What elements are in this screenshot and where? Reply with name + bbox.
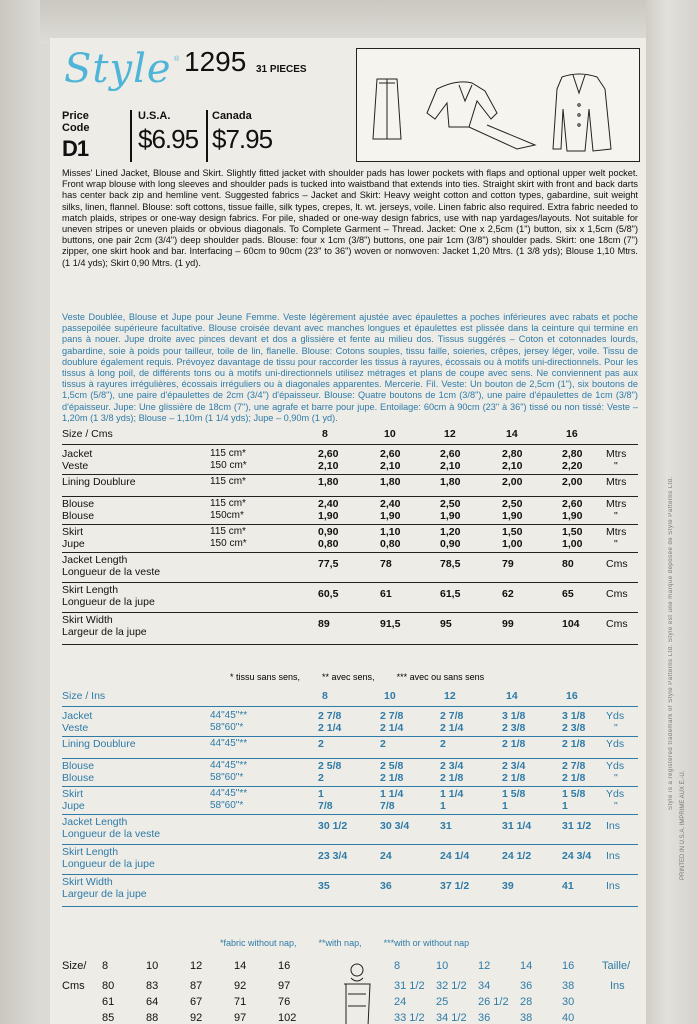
size-header-10: 10 [384,690,396,702]
yardage-value: 1 [502,800,508,812]
body-size: 10 [146,960,159,972]
unit-label: " [614,538,618,550]
yardage-value: 1 1/4 [380,788,404,800]
yardage-value: 0,80 [380,538,401,550]
yardage-value: 1 5/8 [562,788,586,800]
table-row [62,736,638,759]
body-measure: 38 [520,1012,533,1024]
footnote-item: ***with or without nap [383,938,470,948]
body-measure: 88 [146,1012,159,1024]
yardage-value: 2 3/8 [502,722,526,734]
yardage-value: 39 [502,880,514,892]
yardage-value: 104 [562,618,580,630]
yardage-value: 2,20 [562,460,583,472]
body-measure: 38 [562,980,575,992]
body-measure: 25 [436,996,449,1008]
yardage-value: 2,10 [440,460,461,472]
description-english: Misses' Lined Jacket, Blouse and Skirt. Slightly fitted jacket with shoulder pads has lower pockets with flaps and optional upper welt pocket. Front wrap blouse with long sleeves and shoulder pads is tucked into waistband that extends into ties. Straight skirt with front and back darts has center back zip and hemline vent. Suggested fabrics – Jacket and Skirt: Heavy weight cotton and cotton types, gabardine, suit weight silks, linen, flannel. Blouse: soft cottons, tissue faille, silk types, crepes, lt. wt. jerseys, voile. Linen fabric also required. Extra fabric needed to match plaids, stripes or one-way design fabrics. For pile, shaded or one-way design fabrics, use with nap yardages/layouts. Not suitable for uneven stripes or uneven plaids or obvious diagonals. To Complete Garment – Thread. Jacket: One x 2,5cm (1") button, six x 1,5cm (5/8") buttons, one pair 2cm (3/4") deep shoulder pads. Blouse: four x 1cm (3/8") buttons, one pair 1cm (3/8") shoulder pads. Skirt: one 18cm (7") zipper, one skirt hook and bar. Interfacing – 60cm to 90cm (23" to 36") woven or nonwoven: Jacket 1,20 Mtrs. (1 3/8 yds); Blouse 1,10 Mtrs. (1 1/4 yds); Skirt 0,90 Mtrs. (1 yd). [62,168,638,268]
yardage-value: 2,10 [502,460,523,472]
body-figure-icon [334,960,380,1024]
usa-label: U.S.A. [138,110,171,122]
fabric-width: 44"45"** [210,760,248,771]
yardage-value: 2 1/4 [380,722,404,734]
row-label-fr: Jupe [62,538,85,550]
body-measure: 71 [234,996,247,1008]
row-label: Jacket [62,448,93,460]
footnote-item: *** avec ou sans sens [396,672,485,682]
unit-label: " [614,722,618,734]
yardage-value: 3 1/8 [502,710,526,722]
body-size: 14 [234,960,247,972]
row-label: Jacket Length [62,554,128,566]
size-header-8: 8 [322,690,328,702]
table-row [62,474,638,497]
row-label: Skirt Length [62,846,119,858]
yardage-value: 2 7/8 [318,710,342,722]
yardage-value: 79 [502,558,514,570]
yardage-value: 1,50 [562,526,583,538]
canada-price: $7.95 [212,124,273,154]
unit-label: " [614,460,618,472]
row-label: Blouse [62,498,95,510]
yardage-value: 2,40 [318,498,339,510]
fabric-width: 150 cm* [210,460,247,471]
body-size-label: Size/ [62,960,87,972]
yardage-value: 24 1/4 [440,850,470,862]
body-measurements-table [62,958,638,1024]
body-size: 12 [190,960,203,972]
row-label: Blouse [62,760,95,772]
yardage-value: 2 [380,738,386,750]
row-label: Jacket Length [62,816,128,828]
table-row [62,758,638,787]
footnote-item: **with nap, [318,938,362,948]
row-label: Skirt [62,788,83,800]
row-label-fr: Longueur de la veste [62,566,161,578]
yardage-value: 2,80 [562,448,583,460]
size-header-16: 16 [566,690,578,702]
yardage-value: 1,80 [318,476,339,488]
body-size: 8 [394,960,401,972]
yardage-value: 2 5/8 [318,760,342,772]
size-header-16: 16 [566,428,578,440]
fabric-width: 58"60"* [210,772,244,783]
unit-label: Yds [606,738,625,750]
yardage-value: 2,60 [318,448,339,460]
row-label: Skirt Length [62,584,119,596]
yardage-value: 61 [380,588,392,600]
body-ins-label: Ins [610,980,625,992]
body-size: 8 [102,960,109,972]
table-row [62,552,638,583]
yardage-value: 0,90 [318,526,339,538]
body-measure: 67 [190,996,203,1008]
body-measure: 87 [190,980,203,992]
yardage-value: 2 1/4 [318,722,342,734]
yardage-value: 2 7/8 [380,710,404,722]
yardage-value: 7/8 [318,800,333,812]
unit-label: Ins [606,880,621,892]
size-header-label: Size / Ins [62,690,106,702]
yardage-value: 2,60 [440,448,461,460]
body-measure: 32 1/2 [436,980,467,992]
imperial-footnote [220,938,491,948]
yardage-value: 1,00 [562,538,583,550]
fabric-width: 115 cm* [210,476,246,487]
table-row [62,524,638,553]
body-measure: 36 [478,1012,491,1024]
yardage-value: 1 [440,800,446,812]
envelope-fold-right [646,0,698,1024]
yardage-value: 1,80 [380,476,401,488]
yardage-value: 61,5 [440,588,461,600]
row-label-fr: Veste [62,722,89,734]
table-row [62,612,638,645]
yardage-value: 30 1/2 [318,820,348,832]
size-header-14: 14 [506,428,518,440]
table-row [62,446,638,475]
yardage-value: 1,50 [502,526,523,538]
garment-sketches [357,49,639,161]
yardage-value: 2 1/8 [380,772,404,784]
yardage-value: 62 [502,588,514,600]
body-size: 10 [436,960,449,972]
footnote-item: ** avec sens, [322,672,375,682]
body-measure: 31 1/2 [394,980,425,992]
yardage-value: 24 1/2 [502,850,532,862]
yardage-value: 2 3/8 [562,722,586,734]
yardage-value: 0,80 [318,538,339,550]
unit-label: Mtrs [606,476,627,488]
yardage-value: 35 [318,880,330,892]
metric-yardage-table [62,426,638,670]
yardage-value: 2,10 [380,460,401,472]
yardage-value: 1,90 [440,510,461,522]
yardage-value: 95 [440,618,452,630]
row-label-fr: Largeur de la jupe [62,888,147,900]
yardage-value: 1 5/8 [502,788,526,800]
body-measure: 97 [234,1012,247,1024]
yardage-value: 23 3/4 [318,850,348,862]
body-measure: 33 1/2 [394,1012,425,1024]
yardage-value: 2 5/8 [380,760,404,772]
body-measure: 85 [102,1012,115,1024]
body-measure: 34 [478,980,491,992]
yardage-value: 7/8 [380,800,395,812]
pieces-count: 31 PIECES [256,64,307,75]
body-measure: 76 [278,996,291,1008]
body-size: 14 [520,960,533,972]
body-size: 16 [278,960,291,972]
unit-label: Yds [606,710,625,722]
unit-label: " [614,510,618,522]
body-measure: 26 1/2 [478,996,509,1008]
yardage-value: 2 1/8 [440,772,464,784]
yardage-value: 1,90 [502,510,523,522]
unit-label: " [614,800,618,812]
yardage-value: 2 1/8 [562,772,586,784]
yardage-value: 37 1/2 [440,880,470,892]
usa-price: $6.95 [138,124,199,154]
table-row [62,874,638,907]
yardage-value: 31 1/4 [502,820,532,832]
row-label: Skirt [62,526,83,538]
unit-label: Mtrs [606,498,627,510]
unit-label: Mtrs [606,448,627,460]
unit-label: Yds [606,760,625,772]
row-label-fr: Veste [62,460,89,472]
yardage-value: 89 [318,618,330,630]
unit-label: Cms [606,558,628,570]
yardage-value: 2,60 [562,498,583,510]
yardage-value: 2 1/8 [562,738,586,750]
row-label-fr: Longueur de la jupe [62,596,155,608]
body-size: 16 [562,960,575,972]
envelope-fold-left [0,0,40,1024]
yardage-value: 2 3/4 [502,760,526,772]
body-measure: 61 [102,996,115,1008]
yardage-value: 77,5 [318,558,339,570]
footnote-item: *fabric without nap, [220,938,297,948]
unit-label: Mtrs [606,526,627,538]
brand-logo: Style [64,46,172,92]
table-row [62,582,638,613]
yardage-value: 2,00 [502,476,523,488]
body-measure: 28 [520,996,533,1008]
yardage-value: 1,90 [380,510,401,522]
yardage-value: 3 1/8 [562,710,586,722]
price-code: D1 [62,136,89,161]
yardage-value: 2 [318,772,324,784]
unit-label: Ins [606,850,621,862]
row-label-fr: Longueur de la jupe [62,858,155,870]
yardage-value: 0,90 [440,538,461,550]
canada-label: Canada [212,110,252,122]
size-header-8: 8 [322,428,328,440]
body-size: 12 [478,960,491,972]
yardage-value: 1,00 [502,538,523,550]
fabric-width: 115 cm* [210,526,246,537]
row-label: Skirt Width [62,614,113,626]
yardage-value: 2 1/4 [440,722,464,734]
yardage-value: 1 [318,788,324,800]
side-print-note: PRINTED IN U.S.A. IMPRIMÉ AUX É.-U. [680,770,686,880]
metric-footnote [230,672,506,682]
yardage-value: 2,40 [380,498,401,510]
yardage-value: 1,80 [440,476,461,488]
registered-mark: ® [174,56,180,63]
body-cms-label: Cms [62,980,85,992]
yardage-value: 1,10 [380,526,401,538]
body-measure: 92 [234,980,247,992]
row-label: Lining Doublure [62,476,136,488]
fabric-width: 44"45"** [210,788,248,799]
unit-label: Yds [606,788,625,800]
row-label-fr: Longueur de la veste [62,828,161,840]
yardage-value: 31 [440,820,452,832]
row-label-fr: Largeur de la jupe [62,626,147,638]
yardage-value: 2 1/8 [502,738,526,750]
pattern-number: 1295 [184,46,247,77]
body-measure: 64 [146,996,159,1008]
description-french: Veste Doublée, Blouse et Jupe pour Jeune Femme. Veste légèrement ajustée avec épaulettes a poches inférieures avec rabats et poche passepoilée supérieure facultative. Blouse croisée devant avec manches longues et épaulettes est plissée dans la ceinture qui termine en pans à nouer. Jupe droite avec pinces devant et dos a glissière et fente au milieu dos. Tissus suggérés – Coton et cotonnades lourds, gabardine, soie à poids pour tailleur, toile de lin, flanelle. Blouse: Cotons souples, tissu faille, soieries, crêpes, jersey léger, voile. Tissu de doublure également requis. Prévoyez davantage de tissu pour raccorder les tissus à rayures, écossais ou à motifs uni-directionnels. Pour les tissus à long poil, de différents tons ou à motifs uni-directionnels utilisez métrages et plans de coupe avec sens. Ne conviennent pas aux tissus à rayures irrégulières, écossais irréguliers ou à diagonales apparentes. Mercerie. Fil. Veste: Un bouton de 2,5cm (1"), six boutons de 1,5cm (5/8"), une paire d'épaulettes de 2cm (3/4") d'épaisseur. Blouse: Quatre boutons de 1cm (3/8"), une paire d'épaulettes de 1cm (3/8") d'épaisseur. Jupe: Une glissière de 18cm (7"), une agrafe et barre pour jupe. Entoilage: 60cm à 90cm (23" à 36") tissé ou non tissé: Veste – 1,20m (1 3/8 yds); Blouse – 1,10m (1 1/4 yds); Jupe – 0,90m (1 yd). [62,312,638,423]
yardage-value: 78,5 [440,558,461,570]
yardage-value: 1,20 [440,526,461,538]
yardage-value: 2,50 [440,498,461,510]
table-header-row [62,426,638,445]
yardage-value: 2 [318,738,324,750]
body-measure: 97 [278,980,291,992]
yardage-value: 99 [502,618,514,630]
yardage-value: 41 [562,880,574,892]
side-trademark-note: Style is a registered trademark of Style Patterns Ltd. Style est une marque déposée de Style Patterns Ltd. [668,476,674,810]
size-header-12: 12 [444,428,456,440]
price-divider [206,110,208,162]
unit-label: " [614,772,618,784]
yardage-value: 30 3/4 [380,820,410,832]
price-divider [130,110,132,162]
fabric-width: 44"45"** [210,710,248,721]
row-label-fr: Blouse [62,510,95,522]
size-header-14: 14 [506,690,518,702]
fabric-width: 115 cm* [210,448,246,459]
body-measure: 34 1/2 [436,1012,467,1024]
yardage-value: 60,5 [318,588,339,600]
yardage-value: 2,10 [318,460,339,472]
body-measure: 30 [562,996,575,1008]
fabric-width: 115 cm* [210,498,246,509]
yardage-value: 2,00 [562,476,583,488]
yardage-value: 1 1/4 [440,788,464,800]
yardage-value: 36 [380,880,392,892]
yardage-value: 1 [562,800,568,812]
fabric-width: 58"60"* [210,722,244,733]
table-row [62,496,638,525]
yardage-value: 2 7/8 [562,760,586,772]
yardage-value: 24 3/4 [562,850,592,862]
table-row [62,708,638,737]
yardage-value: 1,90 [562,510,583,522]
row-label: Skirt Width [62,876,113,888]
unit-label: Ins [606,820,621,832]
size-header-10: 10 [384,428,396,440]
row-label-fr: Blouse [62,772,95,784]
yardage-value: 65 [562,588,574,600]
table-header-row [62,688,638,707]
footnote-item: * tissu sans sens, [230,672,301,682]
body-measure: 40 [562,1012,575,1024]
yardage-value: 31 1/2 [562,820,592,832]
body-measure: 83 [146,980,159,992]
pattern-back-sheet [50,38,646,1024]
table-row [62,844,638,875]
unit-label: Cms [606,618,628,630]
size-header-label: Size / Cms [62,428,113,440]
line-drawing-illustration [356,48,640,162]
yardage-value: 80 [562,558,574,570]
yardage-value: 2,50 [502,498,523,510]
row-label-fr: Jupe [62,800,85,812]
yardage-value: 78 [380,558,392,570]
yardage-value: 1,90 [318,510,339,522]
row-label: Lining Doublure [62,738,136,750]
yardage-value: 2 1/8 [502,772,526,784]
price-code-label: Price Code [62,110,90,134]
yardage-value: 2,60 [380,448,401,460]
yardage-value: 2 3/4 [440,760,464,772]
body-measure: 36 [520,980,533,992]
fabric-width: 44"45"** [210,738,248,749]
table-row [62,814,638,845]
yardage-value: 24 [380,850,392,862]
body-measure: 92 [190,1012,203,1024]
fabric-width: 150cm* [210,510,244,521]
yardage-value: 2 7/8 [440,710,464,722]
body-taille-label: Taille/ [602,960,631,972]
body-measure: 102 [278,1012,297,1024]
fabric-width: 150 cm* [210,538,247,549]
row-label: Jacket [62,710,93,722]
yardage-value: 2,80 [502,448,523,460]
body-measure: 80 [102,980,115,992]
yardage-value: 91,5 [380,618,401,630]
imperial-yardage-table [62,688,638,938]
fabric-width: 58"60"* [210,800,244,811]
size-header-12: 12 [444,690,456,702]
body-measure: 24 [394,996,407,1008]
yardage-value: 2 [440,738,446,750]
unit-label: Cms [606,588,628,600]
table-row [62,786,638,815]
